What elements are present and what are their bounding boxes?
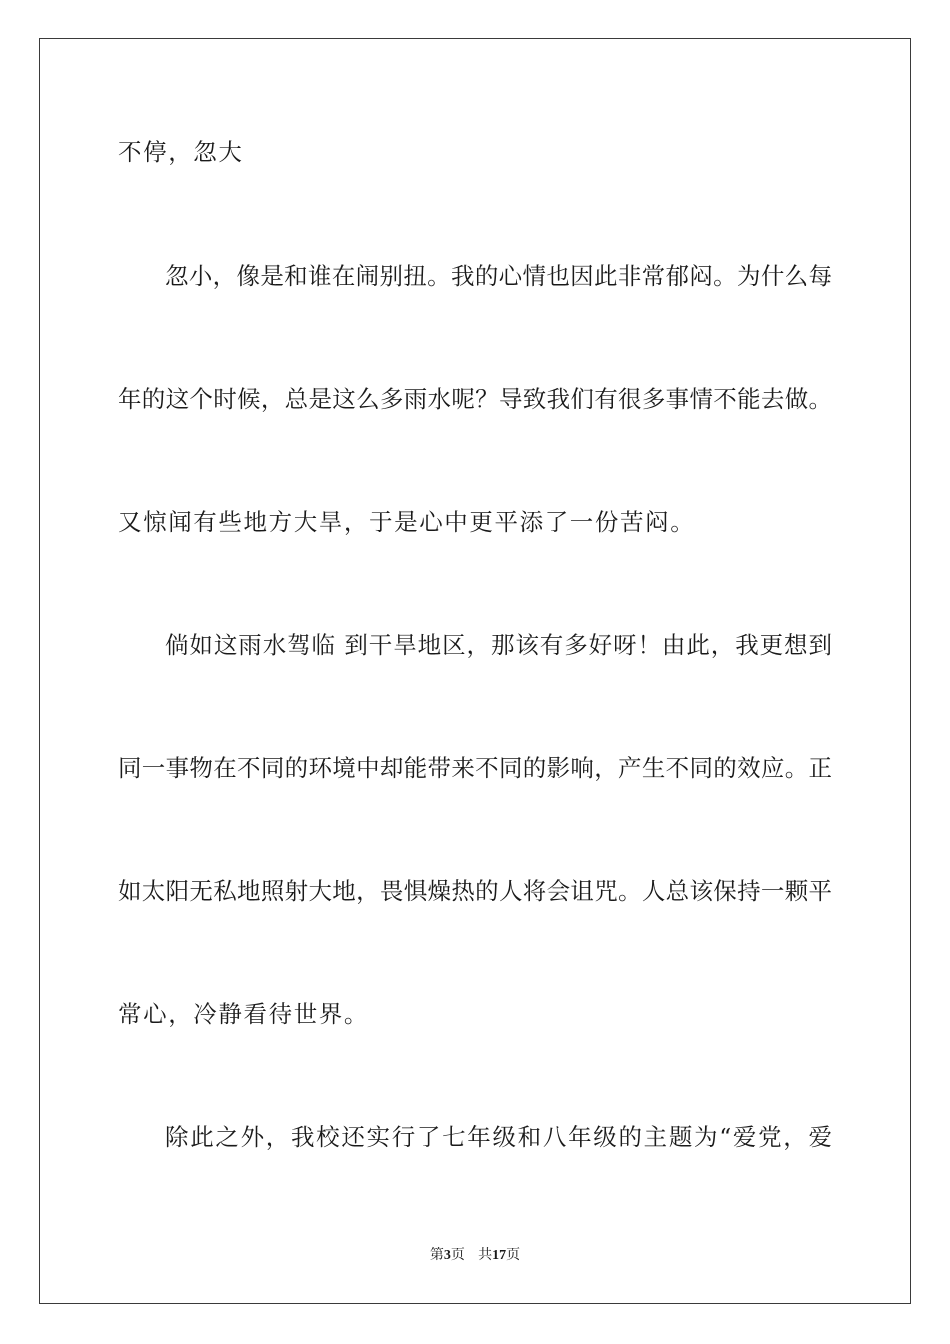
page-suffix: 页 — [450, 1247, 465, 1263]
text-line-3: 年的这个时候，总是这么多雨水呢？导致我们有很多事情不能去做。 — [118, 385, 832, 413]
text-line-2: 忽小，像是和谁在闹别扭。我的心情也因此非常郁闷。为什么每 — [165, 262, 832, 290]
text-line-5: 倘如这雨水驾临 到干旱地区，那该有多好呀！由此，我更想到 — [165, 631, 832, 659]
total-pages: 17 — [492, 1248, 507, 1263]
text-line-1: 不停，忽大 — [118, 138, 244, 166]
text-line-8: 常心，冷静看待世界。 — [118, 1000, 369, 1028]
text-line-7: 如太阳无私地照射大地，畏惧燥热的人将会诅咒。人总该保持一颗平 — [118, 877, 832, 905]
total-prefix: 共 — [478, 1247, 493, 1263]
page-prefix: 第 — [429, 1247, 444, 1263]
page-number: 3 — [443, 1248, 451, 1263]
text-line-9: 除此之外，我校还实行了七年级和八年级的主题为“爱党，爱 — [165, 1123, 832, 1151]
page-footer — [0, 1246, 950, 1265]
total-suffix: 页 — [506, 1247, 521, 1263]
page-border — [39, 38, 911, 1304]
text-line-4: 又惊闻有些地方大旱，于是心中更平添了一份苦闷。 — [118, 508, 696, 536]
text-line-6: 同一事物在不同的环境中却能带来不同的影响，产生不同的效应。正 — [118, 754, 832, 782]
